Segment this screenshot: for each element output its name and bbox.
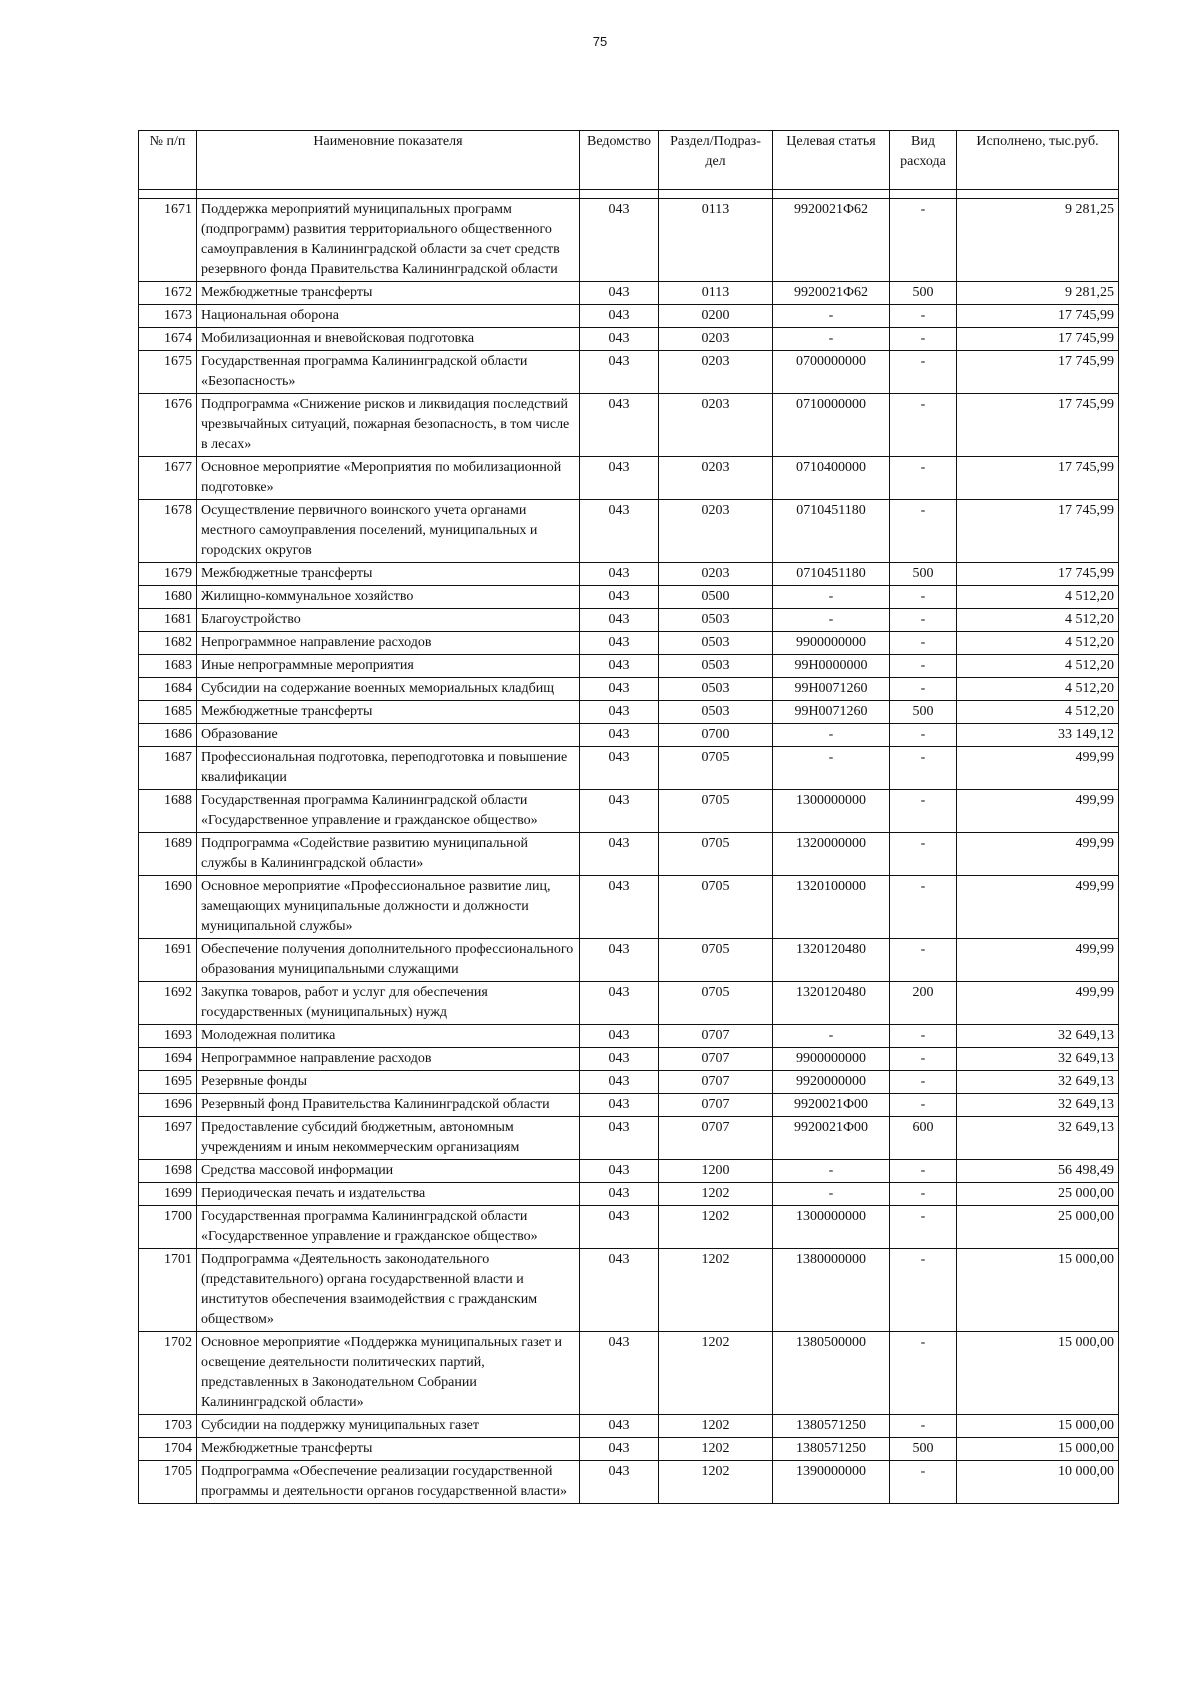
row-vedomstvo: 043 xyxy=(580,982,659,1025)
row-name: Основное мероприятие «Профессиональное развитие лиц, замещающих муниципальные должности и должности муниципальной службы» xyxy=(197,876,580,939)
table-row xyxy=(139,747,1119,790)
row-name: Непрограммное направление расходов xyxy=(197,632,580,655)
row-amount: 17 745,99 xyxy=(957,328,1119,351)
row-statya: 1320120480 xyxy=(773,982,890,1025)
row-razdel: 0707 xyxy=(659,1117,773,1160)
row-statya: - xyxy=(773,747,890,790)
row-vid: - xyxy=(890,632,957,655)
row-vid: - xyxy=(890,1415,957,1438)
row-vid: - xyxy=(890,747,957,790)
row-statya: 99Н0000000 xyxy=(773,655,890,678)
row-name: Государственная программа Калининградской области «Государственное управление и гражданское общество» xyxy=(197,790,580,833)
row-statya: 9920021Ф00 xyxy=(773,1094,890,1117)
row-number: 1700 xyxy=(139,1206,197,1249)
row-vid: 600 xyxy=(890,1117,957,1160)
row-amount: 499,99 xyxy=(957,939,1119,982)
row-name: Межбюджетные трансферты xyxy=(197,563,580,586)
row-number: 1683 xyxy=(139,655,197,678)
row-amount: 32 649,13 xyxy=(957,1025,1119,1048)
row-name: Государственная программа Калининградской области «Государственное управление и гражданское общество» xyxy=(197,1206,580,1249)
table-row xyxy=(139,609,1119,632)
row-number: 1692 xyxy=(139,982,197,1025)
row-razdel: 0503 xyxy=(659,655,773,678)
row-name: Благоустройство xyxy=(197,609,580,632)
row-vid: - xyxy=(890,876,957,939)
table-row xyxy=(139,632,1119,655)
row-number: 1680 xyxy=(139,586,197,609)
table-row xyxy=(139,1117,1119,1160)
header-name: Наименовние показателя xyxy=(197,131,580,190)
row-number: 1702 xyxy=(139,1332,197,1415)
row-vedomstvo: 043 xyxy=(580,790,659,833)
row-statya: - xyxy=(773,609,890,632)
row-amount: 499,99 xyxy=(957,790,1119,833)
row-amount: 15 000,00 xyxy=(957,1249,1119,1332)
table-row xyxy=(139,500,1119,563)
row-razdel: 1202 xyxy=(659,1183,773,1206)
row-statya: 9920021Ф00 xyxy=(773,1117,890,1160)
row-name: Субсидии на содержание военных мемориальных кладбищ xyxy=(197,678,580,701)
row-name: Иные непрограммные мероприятия xyxy=(197,655,580,678)
row-number: 1675 xyxy=(139,351,197,394)
row-vedomstvo: 043 xyxy=(580,1160,659,1183)
row-vedomstvo: 043 xyxy=(580,1461,659,1504)
header-statya: Целевая статья xyxy=(773,131,890,190)
row-amount: 499,99 xyxy=(957,747,1119,790)
row-vid: 500 xyxy=(890,701,957,724)
row-vedomstvo: 043 xyxy=(580,747,659,790)
header-number: № п/п xyxy=(139,131,197,190)
row-razdel: 0705 xyxy=(659,876,773,939)
table-row xyxy=(139,1160,1119,1183)
row-vedomstvo: 043 xyxy=(580,351,659,394)
row-number: 1697 xyxy=(139,1117,197,1160)
row-statya: 1390000000 xyxy=(773,1461,890,1504)
row-vedomstvo: 043 xyxy=(580,701,659,724)
row-razdel: 0705 xyxy=(659,747,773,790)
row-number: 1704 xyxy=(139,1438,197,1461)
row-name: Резервные фонды xyxy=(197,1071,580,1094)
row-amount: 499,99 xyxy=(957,982,1119,1025)
row-amount: 499,99 xyxy=(957,833,1119,876)
row-statya: 1380571250 xyxy=(773,1438,890,1461)
row-number: 1671 xyxy=(139,199,197,282)
row-statya: 0710451180 xyxy=(773,563,890,586)
row-vid: - xyxy=(890,1249,957,1332)
row-vid: - xyxy=(890,1094,957,1117)
row-amount: 15 000,00 xyxy=(957,1438,1119,1461)
table-row xyxy=(139,1071,1119,1094)
row-vedomstvo: 043 xyxy=(580,500,659,563)
row-vid: - xyxy=(890,724,957,747)
row-statya: 0710400000 xyxy=(773,457,890,500)
row-statya: - xyxy=(773,305,890,328)
budget-table xyxy=(138,130,1119,1504)
row-vid: - xyxy=(890,678,957,701)
row-vid: - xyxy=(890,1025,957,1048)
header-vid: Вид расхода xyxy=(890,131,957,190)
row-name: Жилищно-коммунальное хозяйство xyxy=(197,586,580,609)
row-number: 1687 xyxy=(139,747,197,790)
row-statya: 9920000000 xyxy=(773,1071,890,1094)
row-number: 1693 xyxy=(139,1025,197,1048)
row-vedomstvo: 043 xyxy=(580,282,659,305)
row-vedomstvo: 043 xyxy=(580,939,659,982)
table-row xyxy=(139,563,1119,586)
table-row xyxy=(139,586,1119,609)
row-name: Предоставление субсидий бюджетным, автономным учреждениям и иным некоммерческим организациям xyxy=(197,1117,580,1160)
row-vid: - xyxy=(890,833,957,876)
row-razdel: 0705 xyxy=(659,982,773,1025)
row-statya: 1320120480 xyxy=(773,939,890,982)
row-name: Подпрограмма «Деятельность законодательного (представительного) органа государственной власти и институтов обеспечения взаимодействия с гражданским обществом» xyxy=(197,1249,580,1332)
row-razdel: 0705 xyxy=(659,790,773,833)
row-statya: 1380500000 xyxy=(773,1332,890,1415)
table-row xyxy=(139,1025,1119,1048)
row-number: 1686 xyxy=(139,724,197,747)
table-row xyxy=(139,701,1119,724)
row-vedomstvo: 043 xyxy=(580,586,659,609)
row-statya: 99Н0071260 xyxy=(773,678,890,701)
row-vid: - xyxy=(890,609,957,632)
row-statya: 9900000000 xyxy=(773,632,890,655)
header-amount: Исполнено, тыс.руб. xyxy=(957,131,1119,190)
row-number: 1673 xyxy=(139,305,197,328)
table-row xyxy=(139,1332,1119,1415)
row-number: 1695 xyxy=(139,1071,197,1094)
row-amount: 4 512,20 xyxy=(957,632,1119,655)
row-amount: 32 649,13 xyxy=(957,1048,1119,1071)
row-razdel: 0503 xyxy=(659,678,773,701)
page-number: 75 xyxy=(592,34,608,49)
table-row xyxy=(139,655,1119,678)
row-razdel: 0113 xyxy=(659,199,773,282)
row-statya: 1380000000 xyxy=(773,1249,890,1332)
table-row xyxy=(139,833,1119,876)
row-razdel: 0700 xyxy=(659,724,773,747)
row-vedomstvo: 043 xyxy=(580,1249,659,1332)
row-razdel: 0707 xyxy=(659,1048,773,1071)
table-row xyxy=(139,1094,1119,1117)
row-number: 1681 xyxy=(139,609,197,632)
row-vedomstvo: 043 xyxy=(580,1048,659,1071)
table-row xyxy=(139,282,1119,305)
row-vid: - xyxy=(890,500,957,563)
row-razdel: 0503 xyxy=(659,609,773,632)
row-razdel: 0705 xyxy=(659,833,773,876)
row-vedomstvo: 043 xyxy=(580,1332,659,1415)
table-body xyxy=(139,199,1119,1504)
row-vid: - xyxy=(890,1048,957,1071)
row-statya: - xyxy=(773,724,890,747)
row-statya: - xyxy=(773,586,890,609)
row-vedomstvo: 043 xyxy=(580,1183,659,1206)
row-razdel: 0203 xyxy=(659,394,773,457)
row-razdel: 1202 xyxy=(659,1206,773,1249)
row-name: Закупка товаров, работ и услуг для обеспечения государственных (муниципальных) нужд xyxy=(197,982,580,1025)
row-name: Межбюджетные трансферты xyxy=(197,282,580,305)
row-razdel: 0707 xyxy=(659,1025,773,1048)
row-razdel: 1202 xyxy=(659,1332,773,1415)
row-number: 1694 xyxy=(139,1048,197,1071)
row-number: 1679 xyxy=(139,563,197,586)
row-number: 1677 xyxy=(139,457,197,500)
row-number: 1698 xyxy=(139,1160,197,1183)
header-vedomstvo: Ведомство xyxy=(580,131,659,190)
table-row xyxy=(139,1461,1119,1504)
row-vedomstvo: 043 xyxy=(580,876,659,939)
row-vedomstvo: 043 xyxy=(580,199,659,282)
row-vid: - xyxy=(890,328,957,351)
row-name: Основное мероприятие «Мероприятия по мобилизационной подготовке» xyxy=(197,457,580,500)
table-row xyxy=(139,1183,1119,1206)
row-vid: - xyxy=(890,394,957,457)
row-statya: 9900000000 xyxy=(773,1048,890,1071)
row-vid: - xyxy=(890,586,957,609)
row-amount: 17 745,99 xyxy=(957,351,1119,394)
table-row xyxy=(139,790,1119,833)
row-vid: - xyxy=(890,1183,957,1206)
row-amount: 25 000,00 xyxy=(957,1183,1119,1206)
row-vedomstvo: 043 xyxy=(580,632,659,655)
row-vedomstvo: 043 xyxy=(580,1415,659,1438)
row-statya: - xyxy=(773,328,890,351)
row-vid: - xyxy=(890,351,957,394)
row-amount: 15 000,00 xyxy=(957,1332,1119,1415)
row-razdel: 1202 xyxy=(659,1415,773,1438)
header-spacer-row xyxy=(139,190,1119,199)
row-statya: 0710451180 xyxy=(773,500,890,563)
row-vid: - xyxy=(890,1160,957,1183)
row-name: Поддержка мероприятий муниципальных программ (подпрограмм) развития территориального общественного самоуправления в Калининградской области за счет средств резервного фонда Правительства Калининградской области xyxy=(197,199,580,282)
row-vedomstvo: 043 xyxy=(580,1206,659,1249)
row-razdel: 0203 xyxy=(659,328,773,351)
row-number: 1691 xyxy=(139,939,197,982)
row-vedomstvo: 043 xyxy=(580,1438,659,1461)
row-name: Образование xyxy=(197,724,580,747)
table-row xyxy=(139,328,1119,351)
row-name: Средства массовой информации xyxy=(197,1160,580,1183)
row-name: Государственная программа Калининградской области «Безопасность» xyxy=(197,351,580,394)
row-vid: - xyxy=(890,1461,957,1504)
row-vedomstvo: 043 xyxy=(580,724,659,747)
row-vedomstvo: 043 xyxy=(580,609,659,632)
row-number: 1682 xyxy=(139,632,197,655)
row-vedomstvo: 043 xyxy=(580,563,659,586)
row-vedomstvo: 043 xyxy=(580,328,659,351)
row-vid: - xyxy=(890,457,957,500)
row-vedomstvo: 043 xyxy=(580,457,659,500)
row-vid: - xyxy=(890,199,957,282)
row-amount: 17 745,99 xyxy=(957,457,1119,500)
row-number: 1696 xyxy=(139,1094,197,1117)
row-razdel: 1202 xyxy=(659,1461,773,1504)
row-razdel: 0503 xyxy=(659,701,773,724)
row-name: Молодежная политика xyxy=(197,1025,580,1048)
row-number: 1674 xyxy=(139,328,197,351)
row-name: Периодическая печать и издательства xyxy=(197,1183,580,1206)
table-row xyxy=(139,982,1119,1025)
row-razdel: 0705 xyxy=(659,939,773,982)
row-statya: 99Н0071260 xyxy=(773,701,890,724)
table-row xyxy=(139,351,1119,394)
row-number: 1699 xyxy=(139,1183,197,1206)
row-amount: 32 649,13 xyxy=(957,1117,1119,1160)
table-row xyxy=(139,1415,1119,1438)
row-name: Профессиональная подготовка, переподготовка и повышение квалификации xyxy=(197,747,580,790)
row-amount: 33 149,12 xyxy=(957,724,1119,747)
row-vedomstvo: 043 xyxy=(580,655,659,678)
row-amount: 25 000,00 xyxy=(957,1206,1119,1249)
row-vid: 500 xyxy=(890,282,957,305)
table-row xyxy=(139,1249,1119,1332)
row-vedomstvo: 043 xyxy=(580,1071,659,1094)
row-amount: 4 512,20 xyxy=(957,701,1119,724)
table-row xyxy=(139,394,1119,457)
row-amount: 56 498,49 xyxy=(957,1160,1119,1183)
row-name: Субсидии на поддержку муниципальных газет xyxy=(197,1415,580,1438)
row-name: Национальная оборона xyxy=(197,305,580,328)
table-row xyxy=(139,724,1119,747)
row-number: 1672 xyxy=(139,282,197,305)
table-row xyxy=(139,457,1119,500)
row-vid: - xyxy=(890,1206,957,1249)
row-amount: 17 745,99 xyxy=(957,500,1119,563)
row-amount: 32 649,13 xyxy=(957,1094,1119,1117)
row-razdel: 0203 xyxy=(659,500,773,563)
row-statya: 1320000000 xyxy=(773,833,890,876)
table-row xyxy=(139,678,1119,701)
table-header-row xyxy=(139,131,1119,190)
table-row xyxy=(139,1048,1119,1071)
row-razdel: 0203 xyxy=(659,457,773,500)
row-statya: 1300000000 xyxy=(773,1206,890,1249)
row-amount: 15 000,00 xyxy=(957,1415,1119,1438)
row-razdel: 0503 xyxy=(659,632,773,655)
row-vid: - xyxy=(890,939,957,982)
row-vid: 500 xyxy=(890,563,957,586)
table-row xyxy=(139,939,1119,982)
row-number: 1705 xyxy=(139,1461,197,1504)
table-row xyxy=(139,1438,1119,1461)
row-razdel: 0707 xyxy=(659,1094,773,1117)
row-statya: - xyxy=(773,1160,890,1183)
row-name: Межбюджетные трансферты xyxy=(197,701,580,724)
row-razdel: 1202 xyxy=(659,1438,773,1461)
row-name: Непрограммное направление расходов xyxy=(197,1048,580,1071)
row-razdel: 0200 xyxy=(659,305,773,328)
row-number: 1689 xyxy=(139,833,197,876)
row-amount: 499,99 xyxy=(957,876,1119,939)
row-razdel: 0203 xyxy=(659,563,773,586)
row-statya: 1320100000 xyxy=(773,876,890,939)
row-vid: - xyxy=(890,655,957,678)
row-razdel: 0500 xyxy=(659,586,773,609)
table-row xyxy=(139,1206,1119,1249)
header-razdel: Раздел/Подраз-дел xyxy=(659,131,773,190)
row-amount: 17 745,99 xyxy=(957,563,1119,586)
row-vid: - xyxy=(890,790,957,833)
row-vedomstvo: 043 xyxy=(580,678,659,701)
row-name: Основное мероприятие «Поддержка муниципальных газет и освещение деятельности политических партий, представленных в Законодательном Собрании Калининградской области» xyxy=(197,1332,580,1415)
row-amount: 4 512,20 xyxy=(957,678,1119,701)
row-statya: 0710000000 xyxy=(773,394,890,457)
table-row xyxy=(139,876,1119,939)
row-statya: 0700000000 xyxy=(773,351,890,394)
row-razdel: 1200 xyxy=(659,1160,773,1183)
row-vedomstvo: 043 xyxy=(580,833,659,876)
row-number: 1676 xyxy=(139,394,197,457)
row-number: 1701 xyxy=(139,1249,197,1332)
row-vid: - xyxy=(890,305,957,328)
row-number: 1684 xyxy=(139,678,197,701)
row-name: Осуществление первичного воинского учета органами местного самоуправления поселений, муниципальных и городских округов xyxy=(197,500,580,563)
row-amount: 4 512,20 xyxy=(957,609,1119,632)
row-statya: 9920021Ф62 xyxy=(773,282,890,305)
row-vid: - xyxy=(890,1332,957,1415)
row-vedomstvo: 043 xyxy=(580,394,659,457)
row-amount: 4 512,20 xyxy=(957,586,1119,609)
row-amount: 17 745,99 xyxy=(957,394,1119,457)
row-number: 1703 xyxy=(139,1415,197,1438)
row-amount: 4 512,20 xyxy=(957,655,1119,678)
row-name: Подпрограмма «Снижение рисков и ликвидация последствий чрезвычайных ситуаций, пожарная безопасность, в том числе в лесах» xyxy=(197,394,580,457)
table-row xyxy=(139,199,1119,282)
row-vid: - xyxy=(890,1071,957,1094)
row-statya: 1300000000 xyxy=(773,790,890,833)
row-statya: 1380571250 xyxy=(773,1415,890,1438)
row-number: 1678 xyxy=(139,500,197,563)
row-vedomstvo: 043 xyxy=(580,1025,659,1048)
row-amount: 10 000,00 xyxy=(957,1461,1119,1504)
row-amount: 9 281,25 xyxy=(957,199,1119,282)
row-name: Резервный фонд Правительства Калининградской области xyxy=(197,1094,580,1117)
row-vedomstvo: 043 xyxy=(580,305,659,328)
row-amount: 17 745,99 xyxy=(957,305,1119,328)
row-name: Мобилизационная и вневойсковая подготовка xyxy=(197,328,580,351)
row-razdel: 0707 xyxy=(659,1071,773,1094)
row-vid: 200 xyxy=(890,982,957,1025)
table-row xyxy=(139,305,1119,328)
row-vid: 500 xyxy=(890,1438,957,1461)
row-number: 1685 xyxy=(139,701,197,724)
row-razdel: 1202 xyxy=(659,1249,773,1332)
row-statya: - xyxy=(773,1025,890,1048)
row-statya: 9920021Ф62 xyxy=(773,199,890,282)
row-number: 1688 xyxy=(139,790,197,833)
row-name: Подпрограмма «Содействие развитию муниципальной службы в Калининградской области» xyxy=(197,833,580,876)
row-vedomstvo: 043 xyxy=(580,1117,659,1160)
row-name: Межбюджетные трансферты xyxy=(197,1438,580,1461)
row-statya: - xyxy=(773,1183,890,1206)
row-amount: 32 649,13 xyxy=(957,1071,1119,1094)
row-razdel: 0113 xyxy=(659,282,773,305)
row-name: Обеспечение получения дополнительного профессионального образования муниципальными служащими xyxy=(197,939,580,982)
row-amount: 9 281,25 xyxy=(957,282,1119,305)
row-number: 1690 xyxy=(139,876,197,939)
row-vedomstvo: 043 xyxy=(580,1094,659,1117)
row-name: Подпрограмма «Обеспечение реализации государственной программы и деятельности органов государственной власти» xyxy=(197,1461,580,1504)
row-razdel: 0203 xyxy=(659,351,773,394)
